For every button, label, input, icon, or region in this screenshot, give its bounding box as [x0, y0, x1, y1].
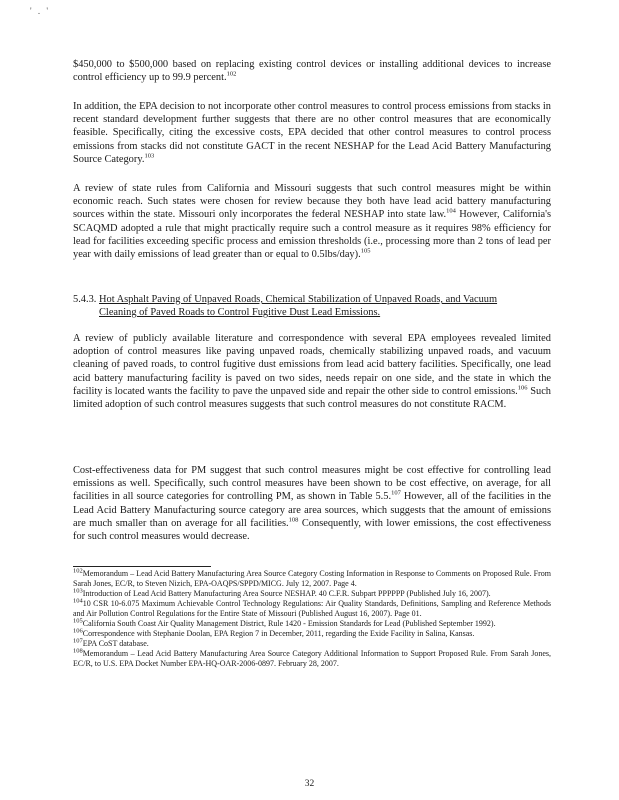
footnotes	[73, 569, 551, 669]
footnote-107: $^{107}$EPA CoST database.	[73, 637, 149, 648]
footnote-108: $^{108}$Memorandum – Lead Acid Battery Manufacturing Area Source Category Additional Information to Support Proposed Rule. From Sarah Jones, EC/R, to U.S. EPA Docket Number EPA-HQ-OAR-2006-0897. February 28, 2007.	[73, 647, 551, 668]
footnote-104: $^{104}$10 CSR 10-6.075 Maximum Achievable Control Technology Regulations: Air Quality Standards, Definitions, Sampling and Reference Methods and Air Pollution Control Regulations for the Entire State of Missouri (Published August 16, 2007). Page 01.	[73, 597, 551, 618]
footnote-103: $^{103}$Introduction of Lead Acid Battery Manufacturing Area Source NESHAP. 40 C.F.R. Subpart PPPPPP (Published July 16, 2007).	[73, 587, 491, 598]
footnote-ref-103[interactable]: 103	[144, 152, 155, 160]
footnote-ref-105[interactable]: 105	[360, 247, 371, 255]
paragraph-epa-decision: In addition, the EPA decision to not incorporate other control measures to control process emissions from stacks in recent standard development further suggests that there are no other control measures that are economically feasible. Specifically, citing the excessive costs, EPA decided that other control measures to control process emissions from stacks did not constitute GACT in the recent NESHAP for the Lead Acid Battery Manufacturing Source Category.$^{103}$	[73, 101, 551, 165]
footnote-ref-102[interactable]: 102	[226, 70, 237, 78]
footnote-105: $^{105}$California South Coast Air Quality Management District, Rule 1420 - Emission Standards for Lead (Published September 1992).	[73, 617, 496, 628]
footnote-ref-104[interactable]: 104	[446, 207, 456, 215]
section-title-line-1: Hot Asphalt Paving of Unpaved Roads, Chemical Stabilization of Unpaved Roads, and Vacuum	[99, 294, 498, 305]
section-heading	[73, 293, 551, 319]
section-title-line-2: Cleaning of Paved Roads to Control Fugitive Dust Lead Emissions.	[99, 307, 381, 319]
footnote-separator	[73, 566, 211, 567]
header-mark: ' . '	[30, 6, 50, 16]
page-number: 32	[304, 779, 315, 789]
footnote-102: $^{102}$Memorandum – Lead Acid Battery Manufacturing Area Source Category Costing Information in Response to Comments on Proposed Rule. From Sarah Jones, EC/R, to Steven Nizich, EPA-OAQPS/SPPD/MICG. July 12, 2007. Page 4.	[73, 567, 551, 588]
footnote-106: $^{106}$Correspondence with Stephanie Doolan, EPA Region 7 in December, 2011, regarding the Exide Facility in Salina, Kansas.	[73, 627, 475, 638]
paragraph-literature-review: A review of publicly available literature and correspondence with several EPA employees revealed limited adoption of control measures like paving unpaved roads, chemically stabilizing unpaved roads, and vacuum cleaning of paved roads, to control fugitive dust emissions from lead acid battery facilities. Specifically, one lead acid battery manufacturing facility is paved on two sides, needs repair on one side, and the state in which the facility is located wants the facility to pave the unpaved side and repair the other side to control emissions.$^{106}$ Such limited adoption of such control measures suggests that such control measures do not constitute RACM.	[73, 333, 551, 411]
footnote-ref-108[interactable]: 108	[288, 516, 299, 524]
footnote-ref-107[interactable]: 107	[391, 489, 401, 497]
paragraph-cost-estimate: $450,000 to $500,000 based on replacing existing control devices or installing additional devices to increase control efficiency up to 99.9 percent.$^{102}$	[73, 59, 551, 84]
footnote-ref-106[interactable]: 106	[517, 384, 528, 392]
section-number: 5.4.3.	[73, 294, 97, 305]
paragraph-state-rules: A review of state rules from California and Missouri suggests that such control measures might be within economic reach. Such states were chosen for review because they both have lead acid battery manufacturing sources within the state. Missouri only incorporates the federal NESHAP into state law.$^{104}$ However, California's SCAQMD adopted a rule that might practically require such a control measure as it requires 98% efficiency for lead for facilities exceeding specific process and emission thresholds (i.e., processing more than 2 tons of lead per year with daily emissions of lead greater than or equal to 0.5lbs/day).$^{105}$	[73, 183, 551, 261]
paragraph-cost-effectiveness: Cost-effectiveness data for PM suggest that such control measures might be cost effective for controlling lead emissions as well. Specifically, such control measures have been shown to be cost effective, on average, for all facilities in all source categories for controlling PM, as shown in Table 5.5.$^{107}$ However, all of the facilities in the Lead Acid Battery Manufacturing source category are area sources, which suggests that the amount of emissions are much smaller than on average for all facilities.$^{108}$ Consequently, with lower emissions, the cost effectiveness for such control measures would decrease.	[73, 465, 552, 543]
